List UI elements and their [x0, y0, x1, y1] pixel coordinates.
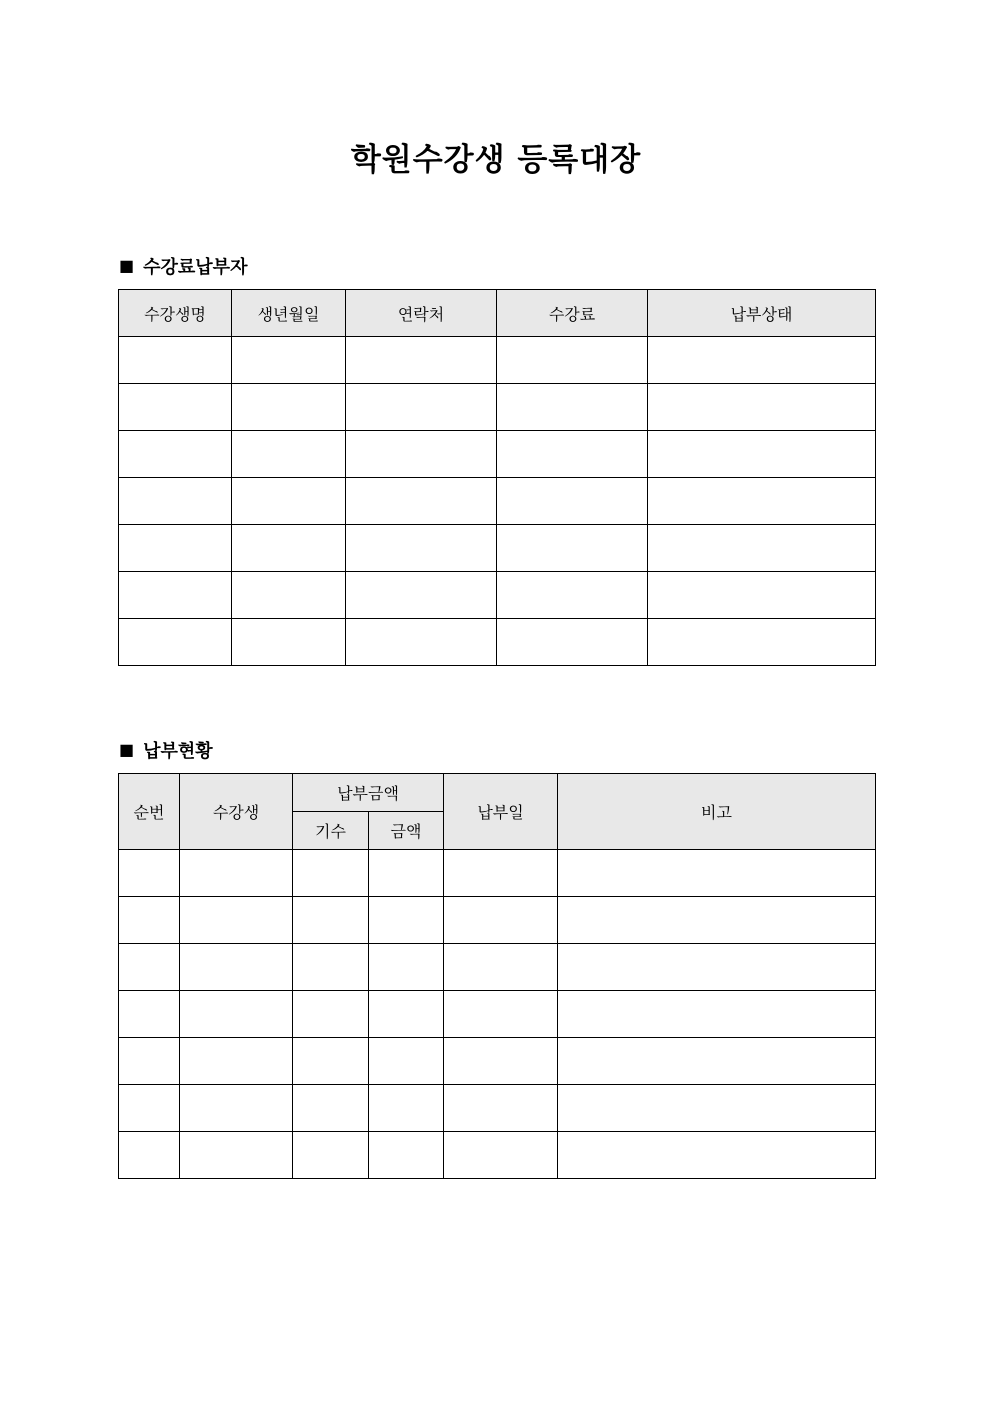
column-header-birthdate: 생년월일 — [232, 290, 346, 337]
column-header-student-name: 수강생명 — [119, 290, 232, 337]
table-cell[interactable] — [444, 991, 558, 1038]
table-cell[interactable] — [558, 991, 876, 1038]
table-cell[interactable] — [180, 991, 293, 1038]
section-heading-payers — [119, 253, 247, 279]
table-cell[interactable] — [119, 431, 232, 478]
table-cell[interactable] — [119, 337, 232, 384]
table-row — [119, 572, 876, 619]
table-cell[interactable] — [497, 478, 648, 525]
table-cell[interactable] — [232, 525, 346, 572]
table-cell[interactable] — [497, 525, 648, 572]
table-cell[interactable] — [180, 944, 293, 991]
table-cell[interactable] — [558, 897, 876, 944]
table-cell[interactable] — [180, 1085, 293, 1132]
table-cell[interactable] — [232, 478, 346, 525]
table-cell[interactable] — [444, 1038, 558, 1085]
column-header-student: 수강생 — [180, 774, 293, 850]
table-cell[interactable] — [648, 431, 876, 478]
table-cell[interactable] — [119, 572, 232, 619]
table-cell[interactable] — [346, 384, 497, 431]
table-cell[interactable] — [232, 431, 346, 478]
table-cell[interactable] — [369, 850, 444, 897]
table-cell[interactable] — [232, 337, 346, 384]
table-cell[interactable] — [346, 431, 497, 478]
table-cell[interactable] — [369, 1132, 444, 1179]
column-header-seq: 순번 — [119, 774, 180, 850]
table-cell[interactable] — [346, 478, 497, 525]
table-row — [119, 337, 876, 384]
table-cell[interactable] — [232, 572, 346, 619]
table-cell[interactable] — [369, 1038, 444, 1085]
table-cell[interactable] — [119, 478, 232, 525]
table-row — [119, 897, 876, 944]
column-header-payment-date: 납부일 — [444, 774, 558, 850]
column-header-installment: 기수 — [293, 812, 369, 850]
table-cell[interactable] — [648, 525, 876, 572]
table-cell[interactable] — [346, 525, 497, 572]
table-cell[interactable] — [180, 850, 293, 897]
table-row — [119, 478, 876, 525]
column-header-amount-group: 납부금액 — [293, 774, 444, 812]
column-header-note: 비고 — [558, 774, 876, 850]
table-cell[interactable] — [180, 1132, 293, 1179]
table-cell[interactable] — [648, 337, 876, 384]
table-cell[interactable] — [346, 619, 497, 666]
table-cell[interactable] — [497, 384, 648, 431]
table-cell[interactable] — [648, 478, 876, 525]
table-cell[interactable] — [497, 572, 648, 619]
table-row — [119, 944, 876, 991]
section-heading-payment-status — [119, 737, 213, 763]
table-cell[interactable] — [558, 1038, 876, 1085]
table-cell[interactable] — [369, 897, 444, 944]
table-cell[interactable] — [369, 991, 444, 1038]
table-header-row — [119, 290, 876, 337]
table-cell[interactable] — [232, 619, 346, 666]
column-header-amount: 금액 — [369, 812, 444, 850]
table-cell[interactable] — [119, 850, 180, 897]
table-cell[interactable] — [558, 850, 876, 897]
table-row — [119, 525, 876, 572]
table-header-row — [119, 774, 876, 812]
table-cell[interactable] — [497, 619, 648, 666]
table-cell[interactable] — [444, 897, 558, 944]
table-cell[interactable] — [648, 572, 876, 619]
table-cell[interactable] — [558, 944, 876, 991]
table-cell[interactable] — [119, 991, 180, 1038]
table-row — [119, 384, 876, 431]
table-row — [119, 991, 876, 1038]
table-cell[interactable] — [293, 1132, 369, 1179]
square-bullet-icon: ■ — [119, 740, 135, 759]
table-cell[interactable] — [293, 1038, 369, 1085]
table-cell[interactable] — [346, 572, 497, 619]
column-header-tuition: 수강료 — [497, 290, 648, 337]
table-cell[interactable] — [232, 384, 346, 431]
table-cell[interactable] — [119, 897, 180, 944]
table-row — [119, 619, 876, 666]
section-heading-label: 납부현황 — [143, 741, 213, 762]
section-heading-label: 수강료납부자 — [143, 257, 248, 278]
table-cell[interactable] — [346, 337, 497, 384]
table-cell[interactable] — [180, 1038, 293, 1085]
payer-table — [118, 289, 876, 666]
table-cell[interactable] — [119, 1132, 180, 1179]
table-cell[interactable] — [293, 897, 369, 944]
table-cell[interactable] — [444, 944, 558, 991]
table-cell[interactable] — [648, 384, 876, 431]
table-cell[interactable] — [444, 1132, 558, 1179]
payment-table — [118, 773, 876, 1179]
table-cell[interactable] — [497, 337, 648, 384]
square-bullet-icon: ■ — [119, 256, 135, 275]
table-row — [119, 850, 876, 897]
table-cell[interactable] — [444, 850, 558, 897]
table-cell[interactable] — [180, 897, 293, 944]
column-header-payment-status: 납부상태 — [648, 290, 876, 337]
table-cell[interactable] — [119, 1085, 180, 1132]
table-cell[interactable] — [497, 431, 648, 478]
table-cell[interactable] — [293, 850, 369, 897]
table-cell[interactable] — [119, 1038, 180, 1085]
table-row — [119, 1038, 876, 1085]
table-cell[interactable] — [119, 944, 180, 991]
table-row — [119, 1132, 876, 1179]
table-cell[interactable] — [444, 1085, 558, 1132]
table-row — [119, 1085, 876, 1132]
table-cell[interactable] — [293, 1085, 369, 1132]
page-title: 학원수강생 등록대장 — [350, 142, 642, 178]
table-cell[interactable] — [119, 384, 232, 431]
table-cell[interactable] — [369, 1085, 444, 1132]
table-cell[interactable] — [119, 525, 232, 572]
table-cell[interactable] — [293, 991, 369, 1038]
table-cell[interactable] — [648, 619, 876, 666]
table-cell[interactable] — [558, 1132, 876, 1179]
table-cell[interactable] — [369, 944, 444, 991]
table-row — [119, 431, 876, 478]
table-cell[interactable] — [558, 1085, 876, 1132]
table-cell[interactable] — [119, 619, 232, 666]
table-cell[interactable] — [293, 944, 369, 991]
column-header-contact: 연락처 — [346, 290, 497, 337]
